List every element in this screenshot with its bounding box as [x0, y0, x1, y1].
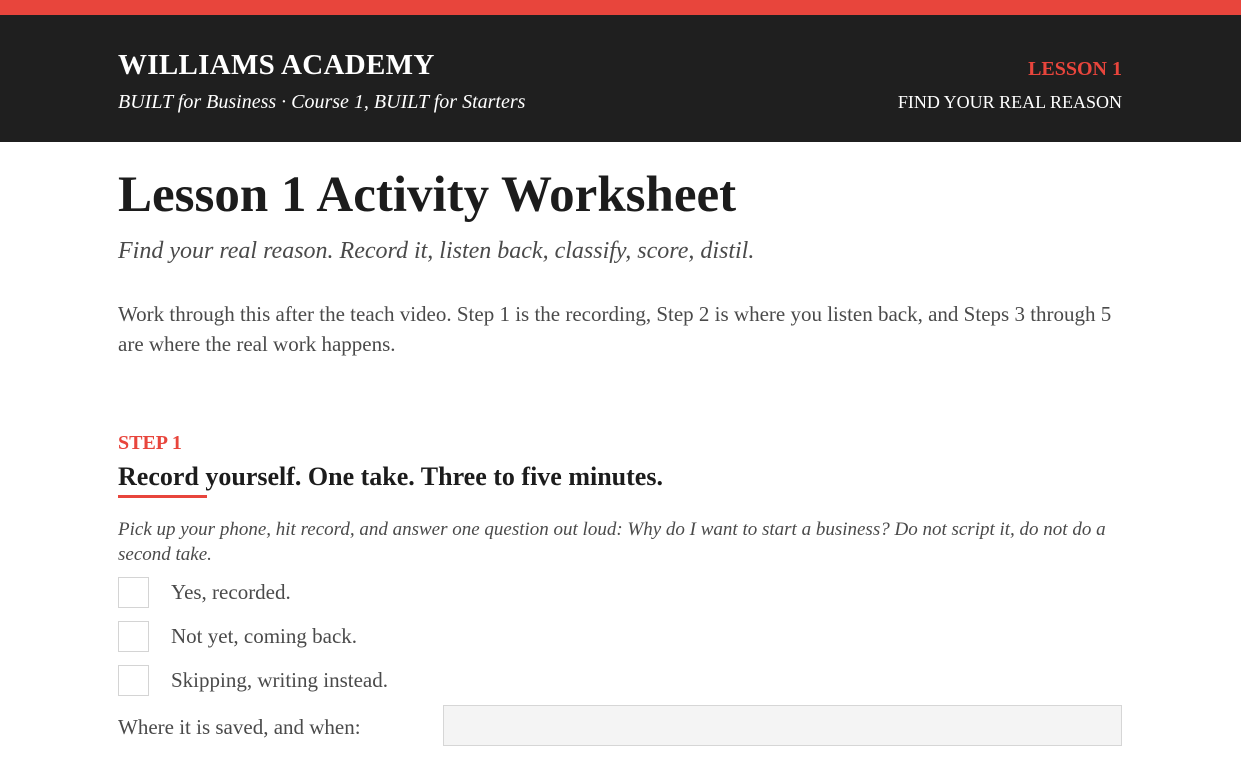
option-label: Not yet, coming back.	[171, 624, 358, 648]
option-label: Yes, recorded.	[171, 580, 291, 604]
checkbox-skipping[interactable]	[118, 665, 149, 696]
site-header	[0, 15, 1241, 142]
option-yes-recorded[interactable]	[118, 576, 291, 609]
option-label: Skipping, writing instead.	[171, 668, 388, 692]
page-title: Lesson 1 Activity Worksheet	[118, 167, 737, 223]
lesson-name: FIND YOUR REAL REASON	[897, 92, 1122, 112]
lesson-tag: LESSON 1	[1028, 58, 1122, 80]
saved-location-input[interactable]	[443, 705, 1122, 746]
step-label: STEP 1	[118, 432, 182, 454]
top-accent-bar	[0, 0, 1241, 15]
page-tagline: Find your real reason. Record it, listen back, classify, score, distil.	[118, 238, 755, 264]
intro-paragraph: Work through this after the teach video. Step 1 is the recording, Step 2 is where you listen back, and Steps 3 through 5 are where the real work happens.	[118, 302, 1112, 356]
option-not-yet[interactable]	[118, 620, 357, 653]
brand-title: WILLIAMS ACADEMY	[118, 49, 435, 81]
step-description: Pick up your phone, hit record, and answer one question out loud: Why do I want to start a business? Do not script it, do not do a second take.	[118, 519, 1106, 565]
checkbox-yes-recorded[interactable]	[118, 577, 149, 608]
saved-location-label: Where it is saved, and when:	[118, 715, 361, 739]
option-skipping[interactable]	[118, 664, 388, 697]
heading-underline	[118, 495, 207, 498]
step-heading: Record yourself. One take. Three to five minutes.	[118, 462, 663, 491]
checkbox-not-yet[interactable]	[118, 621, 149, 652]
course-subtitle: BUILT for Business · Course 1, BUILT for Starters	[118, 91, 526, 113]
